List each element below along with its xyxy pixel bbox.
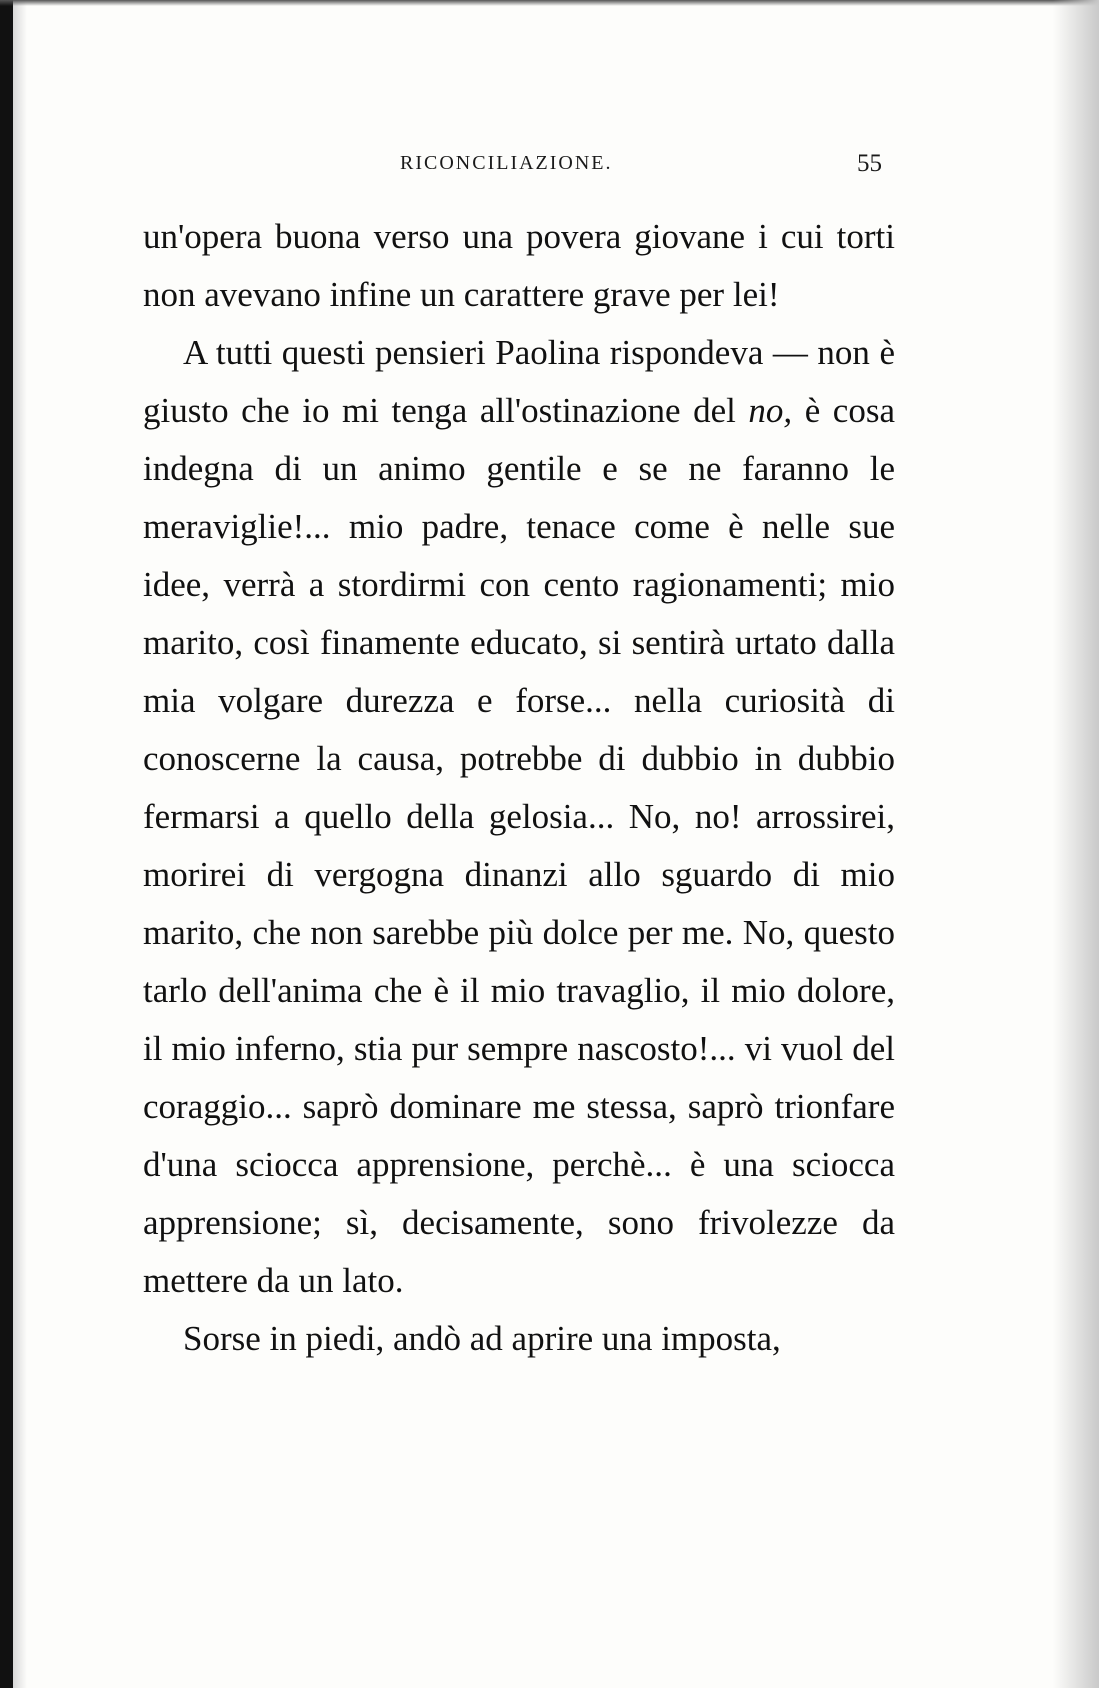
paragraph-3: Sorse in piedi, andò ad aprire una imposta, <box>183 1319 781 1358</box>
page-header <box>140 150 892 180</box>
binding-edge <box>0 0 13 1688</box>
body-text <box>143 208 895 1368</box>
paragraph-2 <box>143 324 895 1310</box>
paragraph-2-rest: è cosa indegna di un animo gentile e se ne faranno le meraviglie!... mio padre, tenace come è nelle sue idee, verrà a stordirmi con cento ragionamenti; mio marito, così finamente educato, si sentirà urtato dalla mia volgare durezza e forse... nella curiosità di conoscerne la causa, potrebbe di dubbio in dubbio fermarsi a quello della gelosia... No, no! arrossirei, morirei di vergogna dinanzi allo sguardo di mio marito, che non sarebbe più dolce per me. No, questo tarlo dell'anima che è il mio travaglio, il mio dolore, il mio inferno, stia pur sempre nascosto!... vi vuol del coraggio... saprò dominare me stessa, saprò trionfare d'una sciocca apprensione, perchè... è una sciocca apprensione; sì, decisamente, sono frivolezze da mettere da un lato. <box>143 391 895 1300</box>
page-right-edge <box>1053 0 1099 1688</box>
paragraph-1: un'opera buona verso una povera giovane i cui torti non avevano infine un carattere grave per lei! <box>143 217 895 314</box>
paragraph-2-start: A tutti questi pensieri Paolina rispondeva — non è giusto che io mi tenga all'ostinazione del <box>143 333 895 430</box>
binding-shadow <box>13 0 27 1688</box>
page-top-edge <box>0 0 1099 6</box>
running-title: RICONCILIAZIONE. <box>400 152 613 174</box>
page-number: 55 <box>857 150 882 177</box>
paragraph-2-italic: no, <box>748 391 793 430</box>
